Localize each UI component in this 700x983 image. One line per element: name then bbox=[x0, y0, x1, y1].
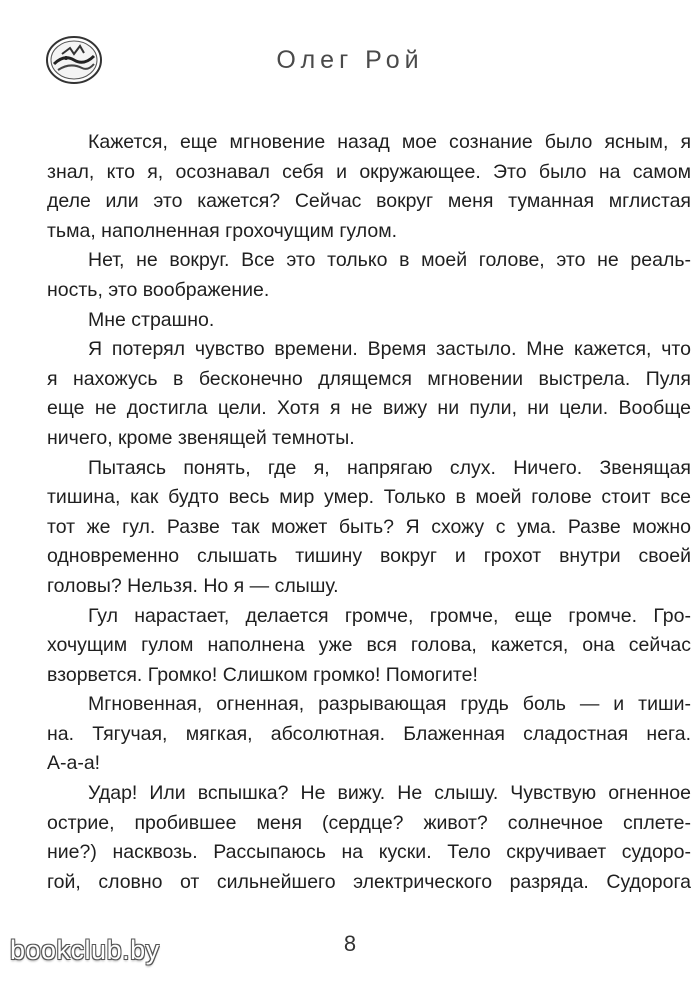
paragraph bbox=[47, 306, 691, 336]
text-line: острие, пробившее меня (сердце? живот? солнечное сплете- bbox=[47, 811, 691, 834]
watermark: bookclub.by bbox=[10, 935, 160, 965]
text-line: тишина, как будто весь мир умер. Только в моей голове стоит все bbox=[47, 486, 691, 509]
text-line: взорвется. Громко! Слишком громко! Помогите! bbox=[47, 663, 478, 686]
paragraph bbox=[47, 690, 691, 779]
text-line: ничего, кроме звенящей темноты. bbox=[47, 426, 355, 449]
text-line: на. Тягучая, мягкая, абсолютная. Блаженная сладостная нега. bbox=[47, 722, 691, 745]
text-line: Удар! Или вспышка? Не вижу. Не слышу. Чувствую огненное bbox=[88, 782, 691, 805]
text-line: деле или это кажется? Сейчас вокруг меня туманная мглистая bbox=[47, 190, 691, 213]
text-line: знал, кто я, осознавал себя и окружающее. Это было на самом bbox=[47, 160, 691, 183]
text-line: хочущим гулом наполнена уже вся голова, кажется, она сейчас bbox=[47, 634, 691, 657]
text-line: ние?) насквозь. Рассыпаюсь на куски. Тело скручивает судоро- bbox=[47, 841, 691, 864]
text-line: Я потерял чувство времени. Время застыло. Мне кажется, что bbox=[88, 338, 691, 361]
paragraph bbox=[47, 128, 691, 246]
text-line: я нахожусь в бесконечно длящемся мгновении выстрела. Пуля bbox=[47, 367, 691, 390]
text-line: тот же гул. Разве так может быть? Я схожу с ума. Разве можно bbox=[47, 515, 691, 538]
text-line: еще не достигла цели. Хотя я не вижу ни пули, ни цели. Вообще bbox=[47, 397, 691, 420]
text-line: ность, это воображение. bbox=[47, 278, 270, 301]
text-line: гой, словно от сильнейшего электрического разряда. Судорога bbox=[47, 870, 691, 893]
text-line: Мне страшно. bbox=[88, 308, 215, 331]
paragraph bbox=[47, 246, 691, 305]
paragraph bbox=[47, 335, 691, 453]
page-number: 8 bbox=[343, 931, 357, 956]
text-line: Гул нарастает, делается громче, громче, еще громче. Гро- bbox=[88, 604, 691, 627]
text-line: Нет, не вокруг. Все это только в моей голове, это не реаль- bbox=[88, 249, 691, 272]
text-line: одновременно слышать тишину вокруг и грохот внутри своей bbox=[47, 545, 691, 568]
text-line: Мгновенная, огненная, разрывающая грудь боль — и тиши- bbox=[88, 693, 691, 716]
paragraph bbox=[47, 454, 691, 602]
running-head-author: Олег Рой bbox=[276, 46, 424, 74]
body-text bbox=[47, 128, 691, 897]
paragraph bbox=[47, 602, 691, 691]
text-line: головы? Нельзя. Но я — слышу. bbox=[47, 574, 339, 597]
text-line: тьма, наполненная грохочущим гулом. bbox=[47, 219, 398, 242]
paragraph bbox=[47, 779, 691, 897]
text-line: Кажется, еще мгновение назад мое сознание было ясным, я bbox=[88, 131, 691, 153]
text-line: А-а-а! bbox=[47, 752, 101, 775]
text-line: Пытаясь понять, где я, напрягаю слух. Ничего. Звенящая bbox=[88, 456, 691, 479]
